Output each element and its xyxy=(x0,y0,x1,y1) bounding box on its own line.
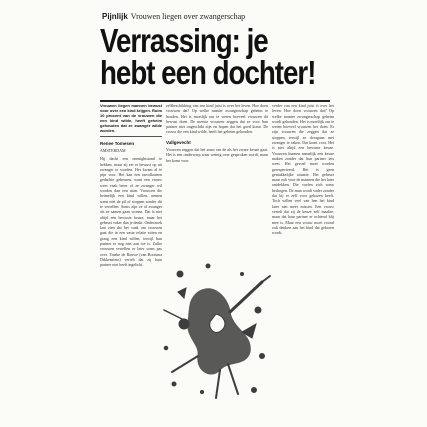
article-kicker xyxy=(102,12,245,21)
article-column-3 xyxy=(272,103,334,421)
stork-baby-illustration xyxy=(158,252,276,402)
kicker-text: Vrouwen liegen over zwangerschap xyxy=(130,12,246,21)
article-subhead: Vallgevecht xyxy=(166,139,191,145)
ink-splatter-icon xyxy=(164,264,270,398)
headline-line-1: Verrassing: je xyxy=(100,22,268,59)
byline-place: AMSTERDAM xyxy=(100,148,126,153)
column-2-body: zelfbeschikking van een kind juist is over het leven. Hoe doen vrouwen dat? Op welke manier zwangerschap geheim te houden. Het is moeilijk om te weten hoeveel vrouwen dit bewust doen. De meeste vrouwen zeggen dat ze voor hun partner niet ongeschikt zijn en hopen dat het goed komt. De vrouw die een kind wilde, heeft het geheim gehouden. xyxy=(166,103,268,135)
column-2-continued: Vrouwen zeggen dat het soms om de als het zware keuze gaat. Het is een onderwerp waar weinig over gesproken wordt, maar het komt voor. xyxy=(166,147,268,163)
article-column-1 xyxy=(100,103,162,421)
column-1-body: Hij dacht een onenightstand te hebben, maar zij zei er bewust op uit zwanger te worden. Het kwam al te pijn voor. Het kan een onvolkomen gedachte gebeuren, want een vrouw weet vaak beter of ze zwanger wil worden dan een man. Vrouwen die heimelijk een kind willen, nemen soms niet de pil of stoppen zonder dit te vertellen. Soms zijn ze al zwanger als ze samen gaan wonen. Dat is niet altijd een bewuste keuze, maar het gebeurt vaker dan je denkt. Onderzoek laat zien dat het vaak om vrouwen gaat die in een vaste relatie zitten en graag een kind willen, terwijl hun partner er nog niet aan toe is. Zulke vrouwen vertellen er later soms pas over. Tineke de Rouwe (van Bootsma Dikkenstein) vertelt dat zij haar partner niet heeft ingelicht. xyxy=(100,156,162,268)
headline-line-2: hebt een dochter! xyxy=(100,54,316,91)
article-lead: Vrouwen liegen mannen bewust voor over een kind krijgen. Ruim 10 procent van de vrouwen die een kind wilde, heeft geheim gehouden dat ze zwanger wilde worden. xyxy=(100,103,162,133)
kicker-label: Pijnlijk xyxy=(102,12,128,21)
column-divider xyxy=(100,136,162,137)
article-column-2 xyxy=(166,103,268,253)
article-headline xyxy=(100,22,316,91)
byline-name: Renee Tomesen xyxy=(100,141,135,146)
column-3-body: verder van een kind juist is over het leven. Hoe doen vrouwen dat? Op welke manier zwangerschap geheim wordt gehouden. Het is moeilijk om te weten hoeveel vrouwen het doen. Er zijn vrouwen die zeggen dat ze stoppen, terwijl ze doorgaan met zwanger te raken. Dat komt voor. Het is niet altijd een bewuste keuze. Vrouwen kunnen namelijk een keuze maken zonder dat hun partner iets weet. Het gevoel moet worden gerespecteerd. Het is geen gemakkelijke situatie. Het gebeurt maar ook voor de mannen die het later ontdekken. Die voelen zich soms bedrogen. De man wordt vader zonder dat hij er zelf voor gekozen heeft. Toch willen veel van hen het kind later niet meer missen. Een vrouw vertelt dat zij de keuze zelf maakte, maar dat haar partner er achteraf blij mee is. Maar een vrouw moet vooral ook denken aan het kind dat geboren wordt. xyxy=(272,103,334,236)
headline-rule xyxy=(100,100,330,102)
